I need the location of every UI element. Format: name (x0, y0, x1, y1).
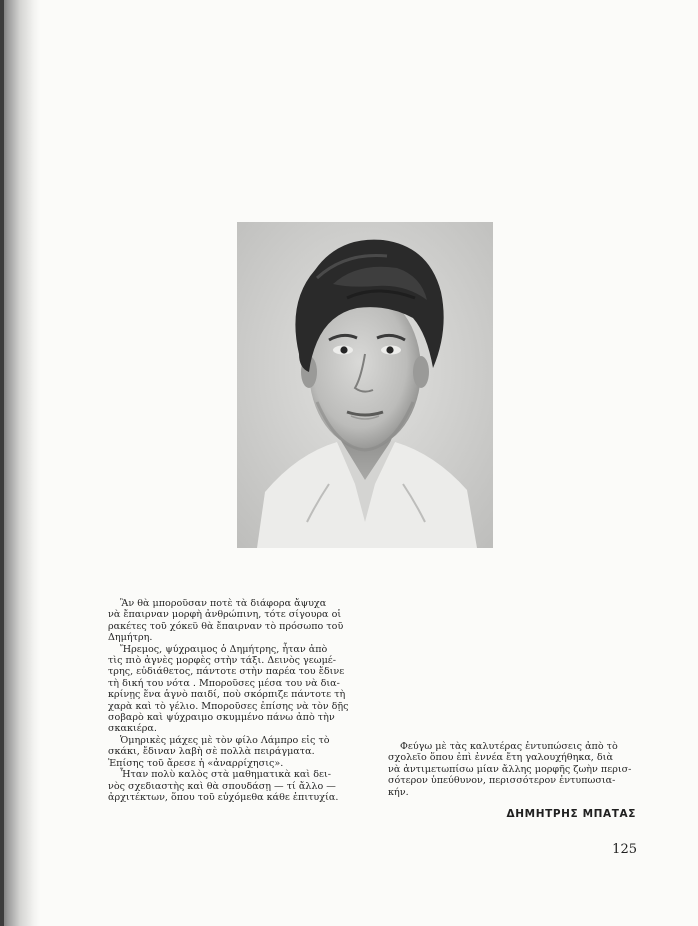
article-paragraph-4: Ἦταν πολὺ καλὸς στὰ μαθηματικὰ καὶ δει- νὸς σχεδιαστὴς καὶ θὰ σπουδάσῃ — τί ἄλλο — ἀρχιτέκτων, ὅπου τοῦ εὐχόμεθα κάθε ἐπιτυχία. (108, 769, 339, 803)
article-paragraph-1: Ἂν θὰ μποροῦσαν ποτὲ τὰ διάφορα ἄψυχα νὰ ἔπαιρναν μορφὴ ἀνθρώπινη, τότε σίγουρα οἱ ρακέτες τοῦ χόκεϋ θὰ ἔπαιρναν τὸ πρόσωπο τοῦ Δημήτρη. (108, 598, 344, 644)
gutter-shadow (0, 0, 40, 926)
page-edge (0, 0, 4, 926)
article-paragraph-5: Φεύγω μὲ τὰς καλυτέρας ἐντυπώσεις ἀπὸ τὸ σχολεῖο ὅπου ἐπὶ ἐννέα ἔτη γαλουχήθηκα, διὰ νὰ ἀντιμετωπίσω μίαν ἄλλης μορφῆς ζωὴν περισ- σότερον ὑπεύθυνον, περισσότερον ἐντυπωσια- κήν. (388, 741, 632, 798)
article-paragraph-2: Ἤρεμος, ψύχραιμος ὁ Δημήτρης, ἦταν ἀπὸ τὶς πιὸ ἁγνὲς μορφὲς στὴν τάξι. Δεινὸς γεωμέ- τρης, εὐδιάθετος, πάντοτε στὴν παρέα του ἔδινε τὴ δική του νότα . Μποροῦσες μέσα του νὰ δια- κρίνῃς ἕνα ἁγνὸ παιδί, ποὺ σκόρπιζε πάντοτε τὴ χαρὰ καὶ τὸ γέλιο. Μποροῦσες ἐπίσης νὰ τὸν δῇς σοβαρὸ καὶ ψύχραιμο σκυμμένο πάνω ἀπὸ τὴν σκακιέρα. (108, 643, 349, 735)
author-signature: ΔΗΜΗΤΡΗΣ ΜΠΑΤΑΣ (506, 808, 636, 820)
portrait-image (237, 222, 493, 548)
page-number: 125 (612, 842, 637, 857)
portrait-photo (237, 222, 493, 548)
article-paragraph-3: Ὁμηρικὲς μάχες μὲ τὸν φίλο Λάμπρο εἰς τὸ σκάκι, ἔδιναν λαβὴ σὲ πολλὰ πειράγματα. Ἐπίσης τοῦ ἄρεσε ἡ «ἀναρρίχησις». (108, 734, 330, 769)
article-left-column (108, 598, 360, 803)
article-right-column (388, 741, 638, 798)
